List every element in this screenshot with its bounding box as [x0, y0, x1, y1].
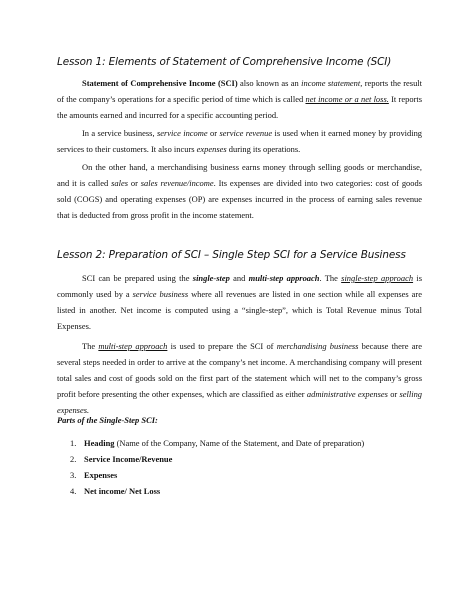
lesson1-paragraph-1: Statement of Comprehensive Income (SCI) also known as an income statement, reports the result of the company’s operations for a specific period of time which is called net income or a net loss. It reports the amounts earned and incurred for a specific accounting period.	[57, 78, 422, 120]
list-item: 2. Service Income/Revenue	[70, 454, 173, 464]
lesson1-heading: Lesson 1: Elements of Statement of Comprehensive Income (SCI)	[57, 56, 392, 68]
parts-list	[70, 435, 364, 499]
lesson2-paragraph-2: The multi-step approach is used to prepare the SCI of merchandising business because there are several steps needed in order to arrive at the company’s net income. A merchandising company will present total sales and cost of goods sold on the first part of the statement which will net to the company’s gross profit before presenting the other expenses, which are classified as either administrative expenses or selling expenses.	[57, 341, 423, 415]
list-item: 3. Expenses	[70, 470, 118, 480]
list-item: 4. Net income/ Net Loss	[70, 486, 161, 496]
parts-title: Parts of the Single-Step SCI:	[57, 415, 158, 425]
lesson2-paragraph-1: SCI can be prepared using the single-step and multi-step approach. The single-step approach is commonly used by a service business where all revenues are listed in one section while all expenses are listed in another. Net income is computed using a “single-step”, which is Total Revenue minus Total Expenses.	[57, 273, 423, 331]
list-item: 1. Heading (Name of the Company, Name of the Statement, and Date of preparation)	[70, 438, 365, 448]
lesson1-paragraph-2: In a service business, service income or service revenue is used when it earned money by providing services to their customers. It also incurs expenses during its operations.	[57, 128, 423, 154]
lesson1-paragraph-3: On the other hand, a merchandising business earns money through selling goods or merchandise, and it is called sales or sales revenue/income. Its expenses are divided into two categories: cost of goods sold (COGS) and operating expenses (OP) are expenses incurred in the process of earning sales revenue that is deducted from gross profit in the income statement.	[57, 162, 422, 220]
lesson2-heading: Lesson 2: Preparation of SCI – Single Step SCI for a Service Business	[57, 249, 406, 261]
